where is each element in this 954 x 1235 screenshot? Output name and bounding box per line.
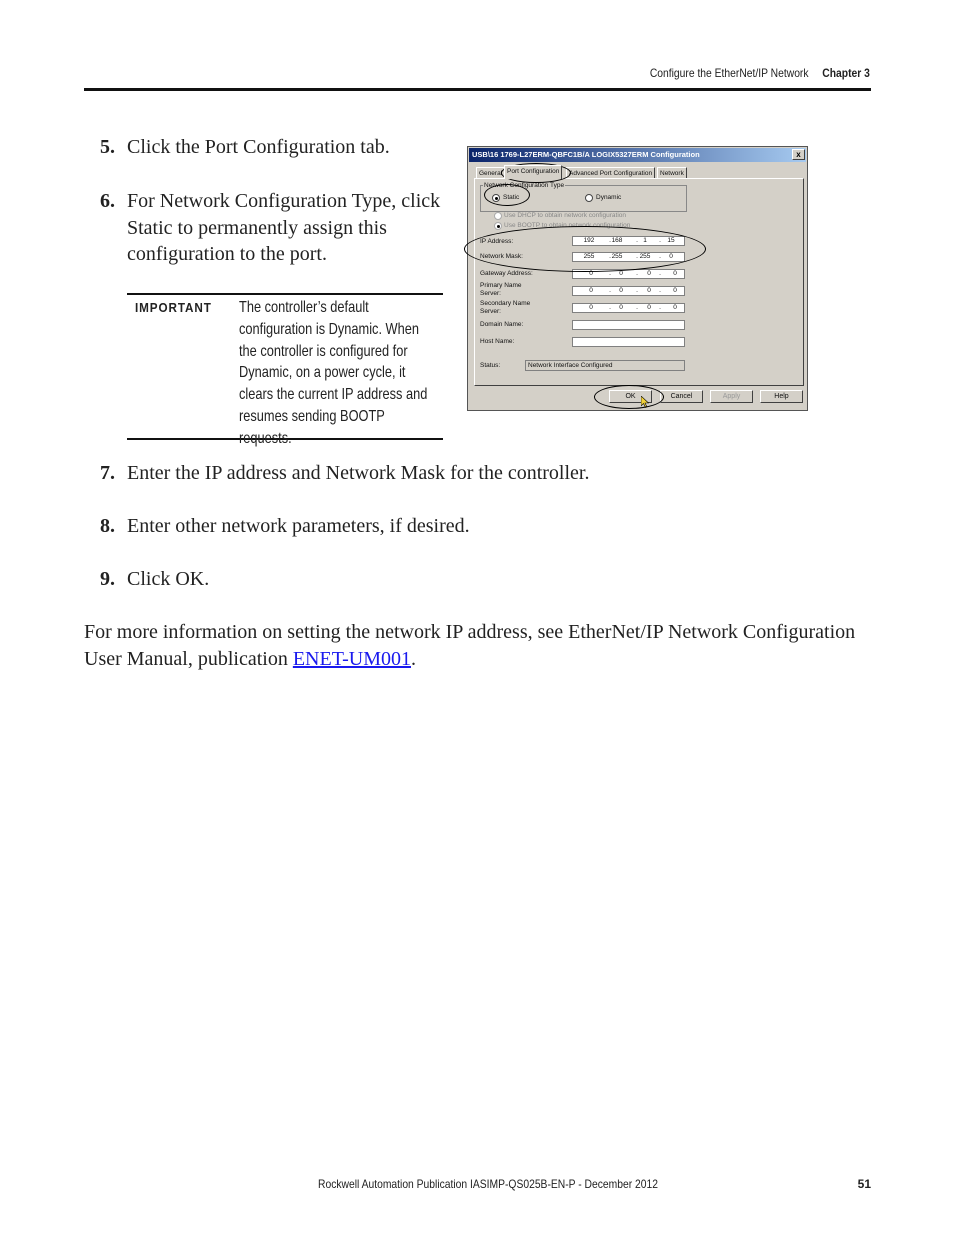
group-label: Network Configuration Type — [484, 182, 565, 189]
header-rule — [84, 88, 871, 91]
ok-button[interactable]: OK — [609, 390, 652, 403]
secondary-dns-label: Secondary Name Server: — [480, 300, 531, 315]
more-info-paragraph — [84, 619, 874, 673]
page-number: 51 — [857, 1177, 871, 1191]
step-number: 6. — [100, 190, 115, 212]
help-button[interactable]: Help — [760, 390, 803, 403]
host-name-field[interactable] — [572, 337, 685, 347]
controller-configuration-dialog — [467, 146, 808, 411]
step-text: Click OK. — [127, 568, 210, 590]
step-number: 5. — [100, 136, 115, 158]
header-section: Configure the EtherNet/IP Network — [649, 66, 809, 80]
secondary-dns-field[interactable]: 0 . 0 . 0 . 0 — [572, 303, 685, 313]
dynamic-radio[interactable] — [585, 194, 593, 202]
domain-name-label: Domain Name: — [480, 321, 524, 328]
header-chapter: Chapter 3 — [822, 66, 870, 80]
dhcp-label: Use DHCP to obtain network configuration — [504, 212, 626, 219]
step-text: Enter other network parameters, if desired. — [127, 515, 470, 537]
enet-um001-link[interactable]: ENET-UM001 — [292, 648, 411, 670]
apply-button[interactable]: Apply — [710, 390, 753, 403]
step-5 — [100, 134, 460, 162]
paragraph-text: For more information on setting the network IP address, see EtherNet/IP Network Configuration User Manual, publication — [84, 621, 856, 670]
status-value: Network Interface Configured — [525, 360, 685, 371]
ok-highlight-oval — [594, 385, 664, 409]
tab-general[interactable]: General — [476, 167, 506, 179]
step-8 — [100, 513, 470, 541]
ip-address-label: IP Address: — [480, 238, 514, 245]
step-text: For Network Configuration Type, click Static to permanently assign this configuration to the port. — [127, 190, 441, 265]
dialog-title: USB\16 1769-L27ERM-QBFC1B/A LOGIX5327ERM Configuration — [469, 148, 806, 162]
tab-network[interactable]: Network — [657, 167, 687, 179]
bootp-label: Use BOOTP to obtain network configuration — [504, 222, 631, 229]
static-label: Static — [503, 194, 520, 201]
bootp-radio[interactable] — [494, 222, 502, 230]
host-name-label: Host Name: — [480, 338, 515, 345]
tab-port-configuration[interactable]: Port Configuration — [504, 165, 562, 179]
dynamic-label: Dynamic — [596, 194, 622, 201]
step-7 — [100, 460, 590, 488]
paragraph-end: . — [411, 648, 416, 670]
step-number: 9. — [100, 568, 115, 590]
network-mask-label: Network Mask: — [480, 253, 523, 260]
domain-name-field[interactable] — [572, 320, 685, 330]
close-button[interactable] — [792, 149, 805, 160]
close-icon: x — [796, 150, 801, 159]
step-text: Enter the IP address and Network Mask for the controller. — [127, 462, 590, 484]
tab-advanced-port-configuration[interactable]: Advanced Port Configuration — [566, 167, 655, 179]
important-text: The controller’s default configuration is Dynamic. When the controller is configured for Dynamic, on a power cycle, it clears the current IP address and resumes sending BOOTP requests. — [239, 299, 428, 447]
static-highlight-oval — [484, 184, 530, 206]
footer-publication: Rockwell Automation Publication IASIMP-QS025B-EN-P - December 2012 — [318, 1177, 658, 1191]
network-mask-field[interactable]: 255 . 255 . 255 . 0 — [572, 252, 685, 262]
step-6 — [100, 188, 460, 268]
step-text: Click the Port Configuration tab. — [127, 136, 390, 158]
important-label: IMPORTANT — [135, 300, 212, 315]
running-header — [650, 66, 870, 80]
step-number: 7. — [100, 462, 115, 484]
dhcp-radio[interactable] — [494, 212, 502, 220]
ip-address-field[interactable]: 192 . 168 . 1 . 15 — [572, 236, 685, 246]
important-note — [127, 293, 443, 447]
step-9 — [100, 566, 460, 594]
status-label: Status: — [480, 362, 501, 369]
cancel-button[interactable]: Cancel — [660, 390, 703, 403]
ip-fields-highlight-oval — [464, 226, 706, 272]
primary-dns-label: Primary Name Server: — [480, 282, 522, 297]
gateway-field[interactable]: 0 . 0 . 0 . 0 — [572, 269, 685, 279]
primary-dns-field[interactable]: 0 . 0 . 0 . 0 — [572, 286, 685, 296]
step-number: 8. — [100, 515, 115, 537]
gateway-label: Gateway Address: — [480, 270, 533, 277]
